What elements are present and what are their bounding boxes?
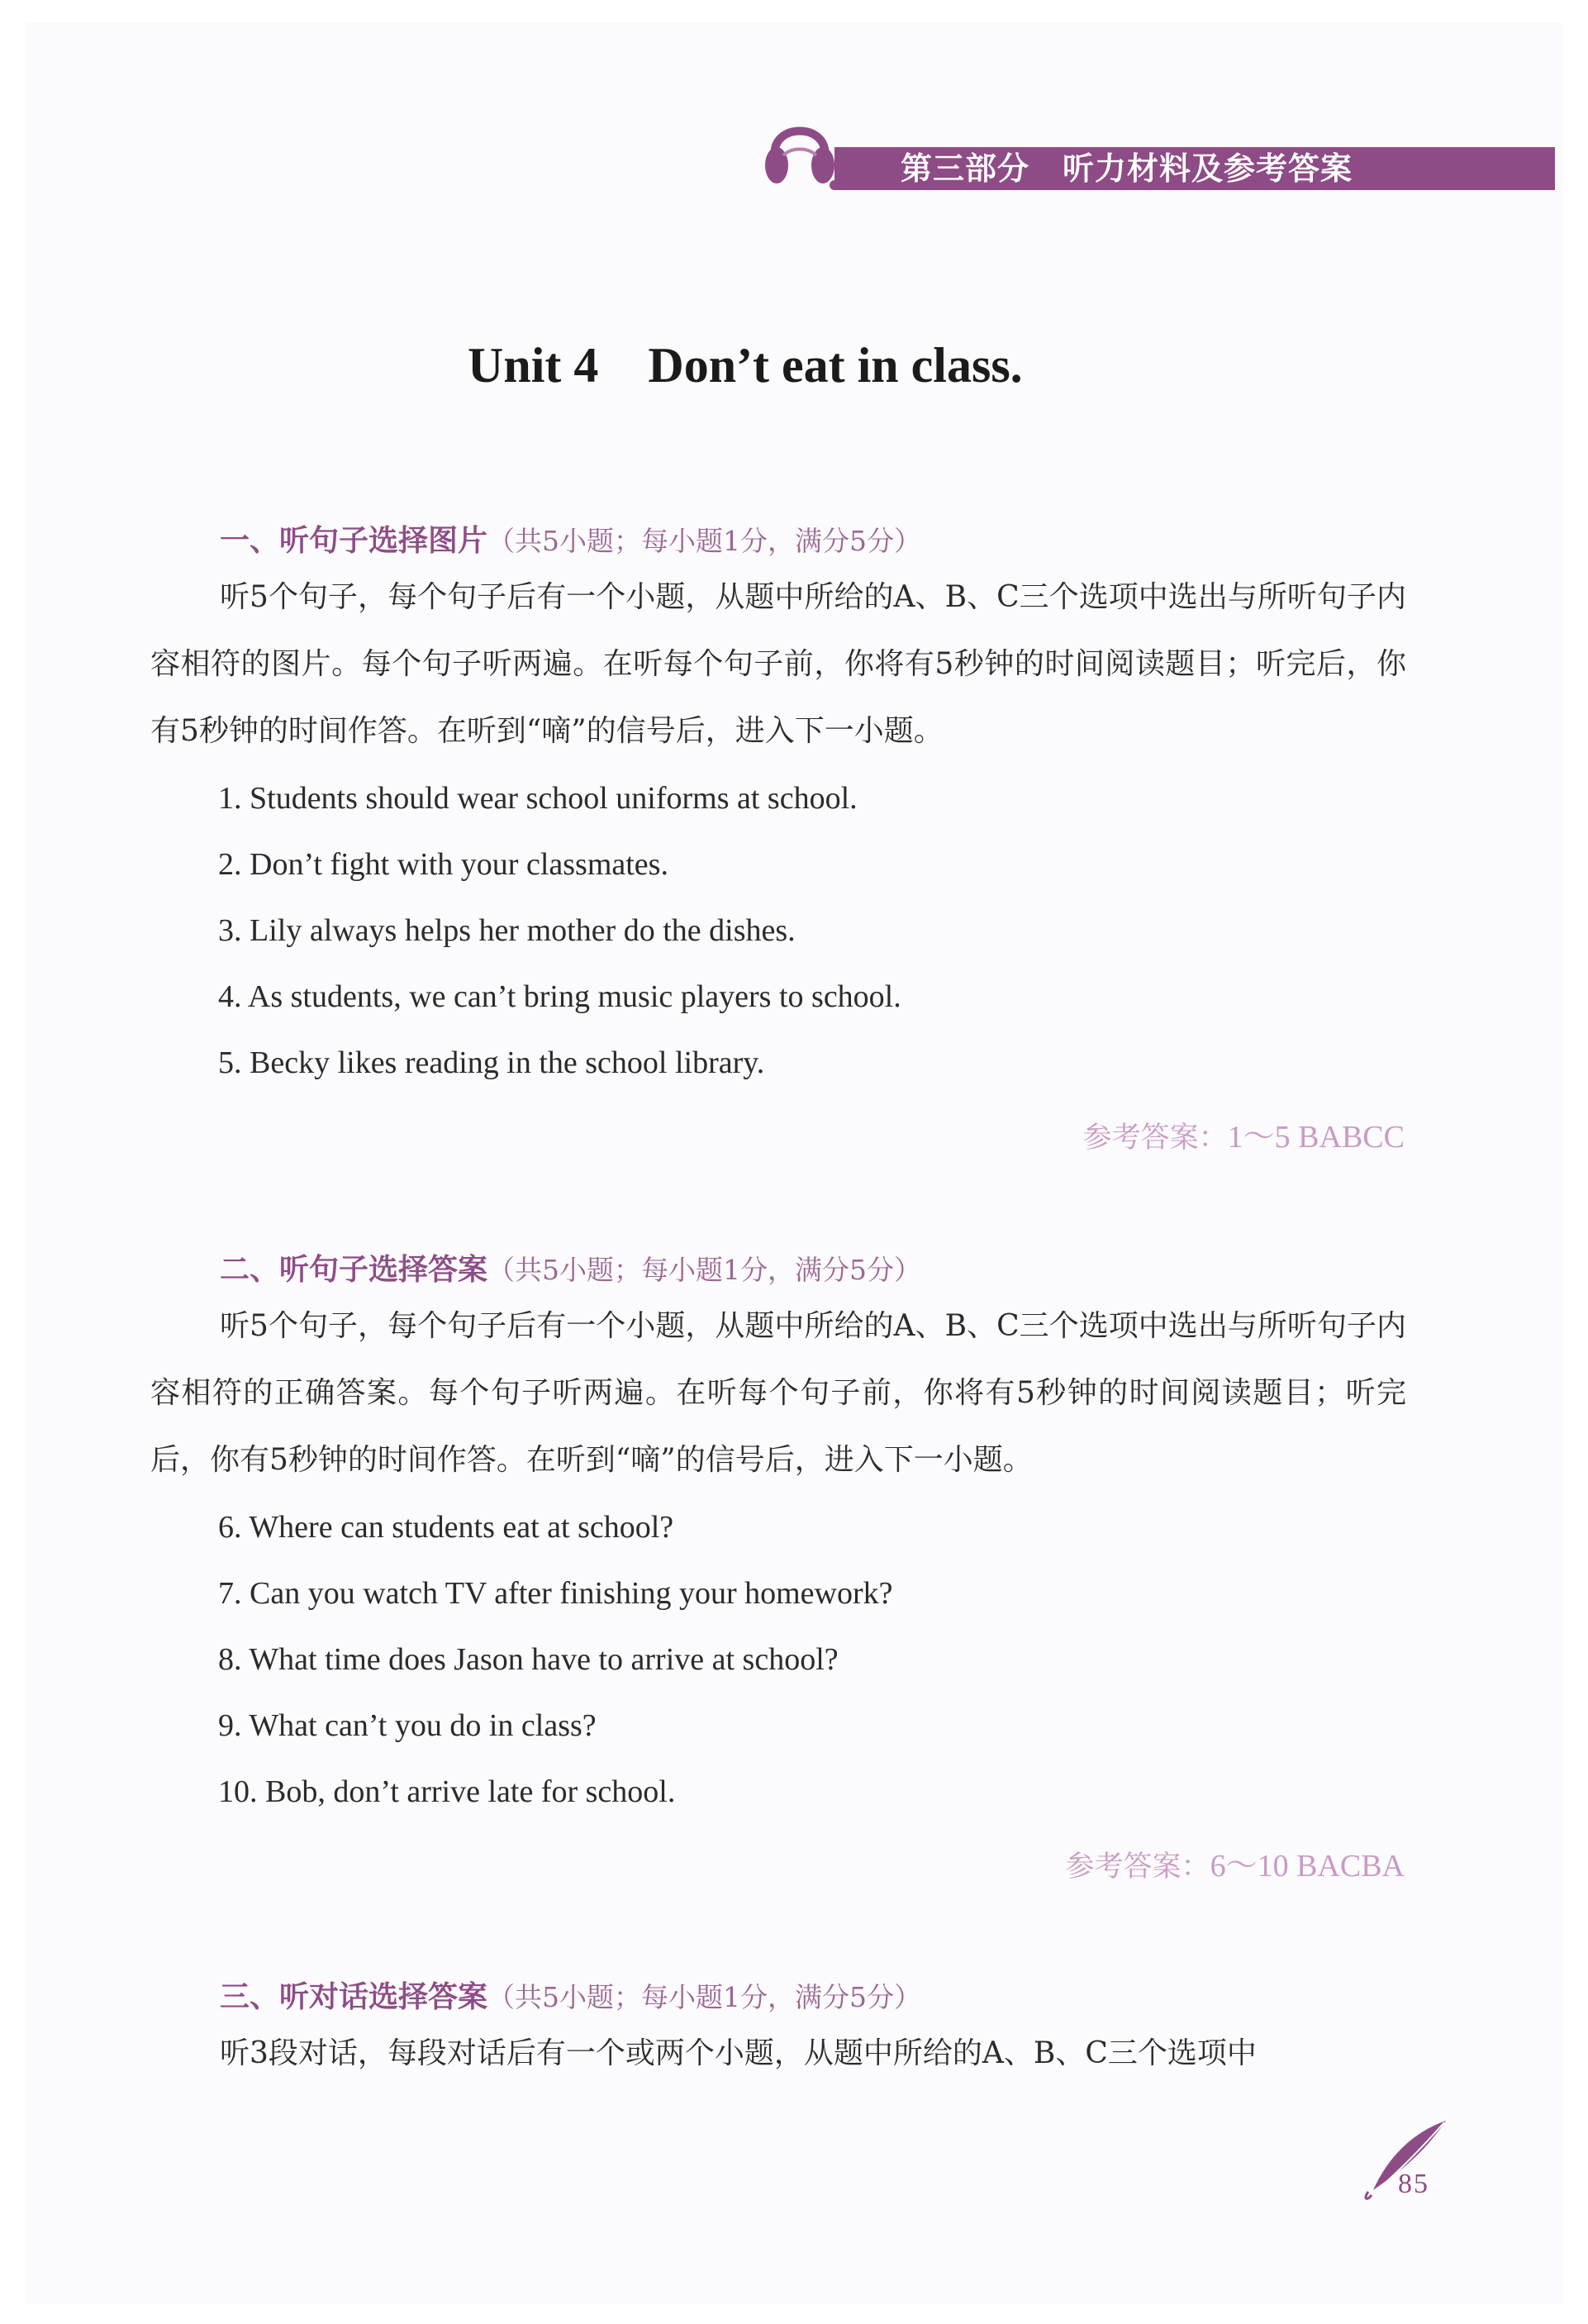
list-item: 9. What can’t you do in class?: [218, 1708, 597, 1743]
answer-key: [1083, 1111, 1405, 1156]
list-item: 4. As students, we can’t bring music players to school.: [218, 979, 901, 1014]
section-note: （共5小题；每小题1分，满分5分）: [487, 525, 922, 557]
section-instructions: 听3段对话，每段对话后有一个或两个小题，从题中所给的A、B、C三个选项中: [220, 2036, 1257, 2070]
list-item: 10. Bob, don’t arrive late for school.: [218, 1774, 676, 1809]
page-number: 85: [1398, 2169, 1429, 2199]
section-instructions: 听5个句子，每个句子后有一个小题，从题中所给的A、B、C三个选项中选出与所听句子内容相符的图片。每个句子听两遍。在听每个句子前，你将有5秒钟的时间阅读题目；听完后，你有5秒钟的时间作答。在听到“嘀”的信号后，进入下一小题。: [150, 580, 1406, 748]
unit-number: Unit 4: [468, 338, 599, 393]
list-item: 7. Can you watch TV after finishing your homework?: [218, 1576, 893, 1611]
section-heading: [220, 1974, 921, 2016]
section-heading: [220, 1246, 921, 1288]
section-note: （共5小题；每小题1分，满分5分）: [487, 1981, 922, 2013]
answer-label: 参考答案：: [1082, 1122, 1228, 1155]
answer-key: [1066, 1840, 1405, 1885]
section-heading: [220, 517, 921, 560]
answer-value: 6～10 BACBA: [1210, 1849, 1405, 1883]
section-instructions: 听5个句子，每个句子后有一个小题，从题中所给的A、B、C三个选项中选出与所听句子内容相符的正确答案。每个句子听两遍。在听每个句子前，你将有5秒钟的时间阅读题目；听完后，你有5秒钟的时间作答。在听到“嘀”的信号后，进入下一小题。: [150, 1309, 1406, 1477]
header-part: 第三部分: [901, 150, 1030, 187]
section-heading-text: 二、听句子选择答案: [220, 1253, 488, 1287]
list-item: 8. What time does Jason have to arrive at school?: [218, 1642, 839, 1677]
header-title: [901, 147, 1353, 190]
section-note: （共5小题；每小题1分，满分5分）: [487, 1254, 922, 1286]
list-item: 1. Students should wear school uniforms at school.: [218, 781, 858, 816]
section-heading-text: 三、听对话选择答案: [220, 1980, 488, 2014]
headphones-icon: [758, 106, 841, 197]
header-subtitle: 听力材料及参考答案: [1063, 150, 1353, 187]
list-item: 3. Lily always helps her mother do the dishes.: [218, 913, 796, 948]
page-title: [468, 337, 1023, 394]
list-item: 6. Where can students eat at school?: [218, 1510, 674, 1545]
list-item: 5. Becky likes reading in the school library.: [218, 1045, 765, 1080]
list-item: 2. Don’t fight with your classmates.: [218, 847, 668, 882]
unit-title-text: Don’t eat in class.: [648, 338, 1023, 393]
section-heading-text: 一、听句子选择图片: [220, 524, 488, 558]
answer-value: 1～5 BABCC: [1227, 1120, 1405, 1155]
answer-label: 参考答案：: [1065, 1850, 1210, 1883]
